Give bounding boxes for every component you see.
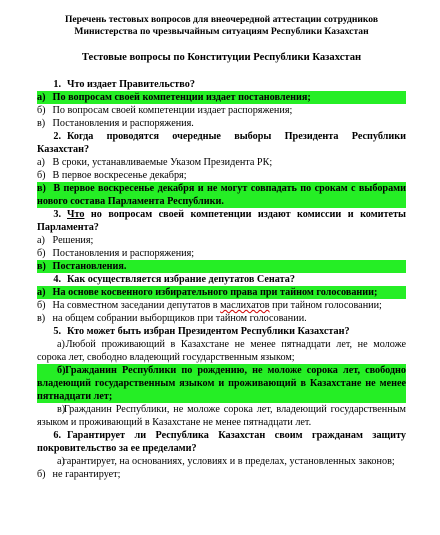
question-text: но вопросам своей компетенции издают комиссии и комитеты Парламента? <box>37 209 406 233</box>
answer-text: На основе косвенного избирательного права при тайном голосовании; <box>52 287 378 298</box>
answer-text: В первое воскресенье декабря и не могут совпадать по срокам с выборами нового состава Парламента Республики. <box>37 183 406 207</box>
answer-letter: в) <box>57 404 66 415</box>
answer-option <box>37 91 406 104</box>
answer-letter: б) <box>37 300 46 311</box>
answer-text: Гражданин Республики, не моложе сорока лет, владеющий государственным языком и проживающий в Казахстане не менее пятнадцати лет. <box>37 404 406 428</box>
question-number: 1. <box>53 79 61 90</box>
answer-option <box>37 182 406 208</box>
answer-letter: б) <box>37 105 46 116</box>
question-text: Гарантирует ли Республика Казахстан своим гражданам защиту покровительство за ее пределами? <box>37 430 406 454</box>
answer-text: Решения; <box>52 235 94 246</box>
question-number: 3. <box>53 209 61 220</box>
answer-letter: в) <box>37 118 46 129</box>
answer-text: В первое воскресенье декабря; <box>52 170 187 181</box>
answer-letter: а) <box>37 92 46 103</box>
answer-letter: в) <box>37 183 46 194</box>
question-3 <box>37 208 406 234</box>
answer-option <box>37 468 406 481</box>
answer-option <box>37 260 406 273</box>
answer-text: Любой проживающий в Казахстане не менее пятнадцати лет, не моложе сорока лет, свободно владеющий государственным языком; <box>37 339 407 363</box>
title-line-2: Министерства по чрезвычайным ситуациям Республики Казахстан <box>74 26 369 37</box>
answer-option <box>37 403 406 429</box>
question-5 <box>37 325 406 338</box>
answer-text: По вопросам своей компетенции издает постановления; <box>52 92 311 103</box>
answer-option <box>37 234 406 247</box>
answer-letter: а) <box>37 235 45 246</box>
answer-option <box>37 312 406 325</box>
answer-letter: б) <box>37 248 46 259</box>
question-text: Кто может быть избран Президентом Республики Казахстан? <box>67 326 350 337</box>
answer-letter: а) <box>57 456 65 467</box>
answer-letter: а) <box>37 157 45 168</box>
question-text-underlined: Что <box>67 209 85 220</box>
question-text: Когда проводятся очередные выборы Президента Республики Казахстан? <box>37 131 406 155</box>
question-text: Как осуществляется избрание депутатов Сената? <box>67 274 295 285</box>
question-number: 4. <box>53 274 61 285</box>
answer-option <box>37 455 406 468</box>
spellcheck-word: маслихатов <box>220 300 270 311</box>
answer-letter: а) <box>57 339 65 350</box>
question-number: 6. <box>53 430 61 441</box>
answer-text: На совместном заседании депутатов в <box>52 300 221 311</box>
answer-option <box>37 156 406 169</box>
title-line-1: Перечень тестовых вопросов для внеочередной аттестации сотрудников <box>64 14 379 25</box>
question-4 <box>37 273 406 286</box>
answer-option <box>37 338 406 364</box>
question-2 <box>37 130 406 156</box>
answer-text: По вопросам своей компетенции издает распоряжения; <box>52 105 293 116</box>
answer-text: Постановления. <box>52 261 127 272</box>
question-number: 5. <box>53 326 61 337</box>
answer-letter: б) <box>57 365 66 376</box>
question-number: 2. <box>53 131 61 142</box>
answer-letter: в) <box>37 261 46 272</box>
section-subtitle: Тестовые вопросы по Конституции Республики Казахстан <box>81 52 362 63</box>
answer-text: на общем собрании выборщиков при тайном голосовании. <box>52 313 307 324</box>
answer-text: Постановления и распоряжения. <box>52 118 194 129</box>
answer-letter: в) <box>37 313 46 324</box>
answer-option <box>37 364 406 403</box>
answer-text: при тайном голосовании; <box>269 300 382 311</box>
answer-text: Постановления и распоряжения; <box>52 248 195 259</box>
question-1 <box>37 78 406 91</box>
answer-text: гарантирует, на основаниях, условиях и в пределах, установленных законов; <box>62 456 395 467</box>
answer-option <box>37 117 406 130</box>
answer-option <box>37 247 406 260</box>
answer-option <box>37 299 406 312</box>
question-text: Что издает Правительство? <box>67 79 195 90</box>
answer-option <box>37 104 406 117</box>
answer-text: не гарантирует; <box>52 469 121 480</box>
answer-text: В сроки, устанавливаемые Указом Президента РК; <box>52 157 273 168</box>
answer-option <box>37 169 406 182</box>
answer-letter: б) <box>37 469 46 480</box>
document-title <box>37 14 406 38</box>
answer-text: Гражданин Республики по рождению, не моложе сорока лет, свободно владеющий государственным языком и проживающий в Казахстане не менее пятнадцати лет; <box>37 365 406 402</box>
answer-option <box>37 286 406 299</box>
answer-letter: б) <box>37 170 46 181</box>
question-6 <box>37 429 406 455</box>
answer-letter: а) <box>37 287 46 298</box>
